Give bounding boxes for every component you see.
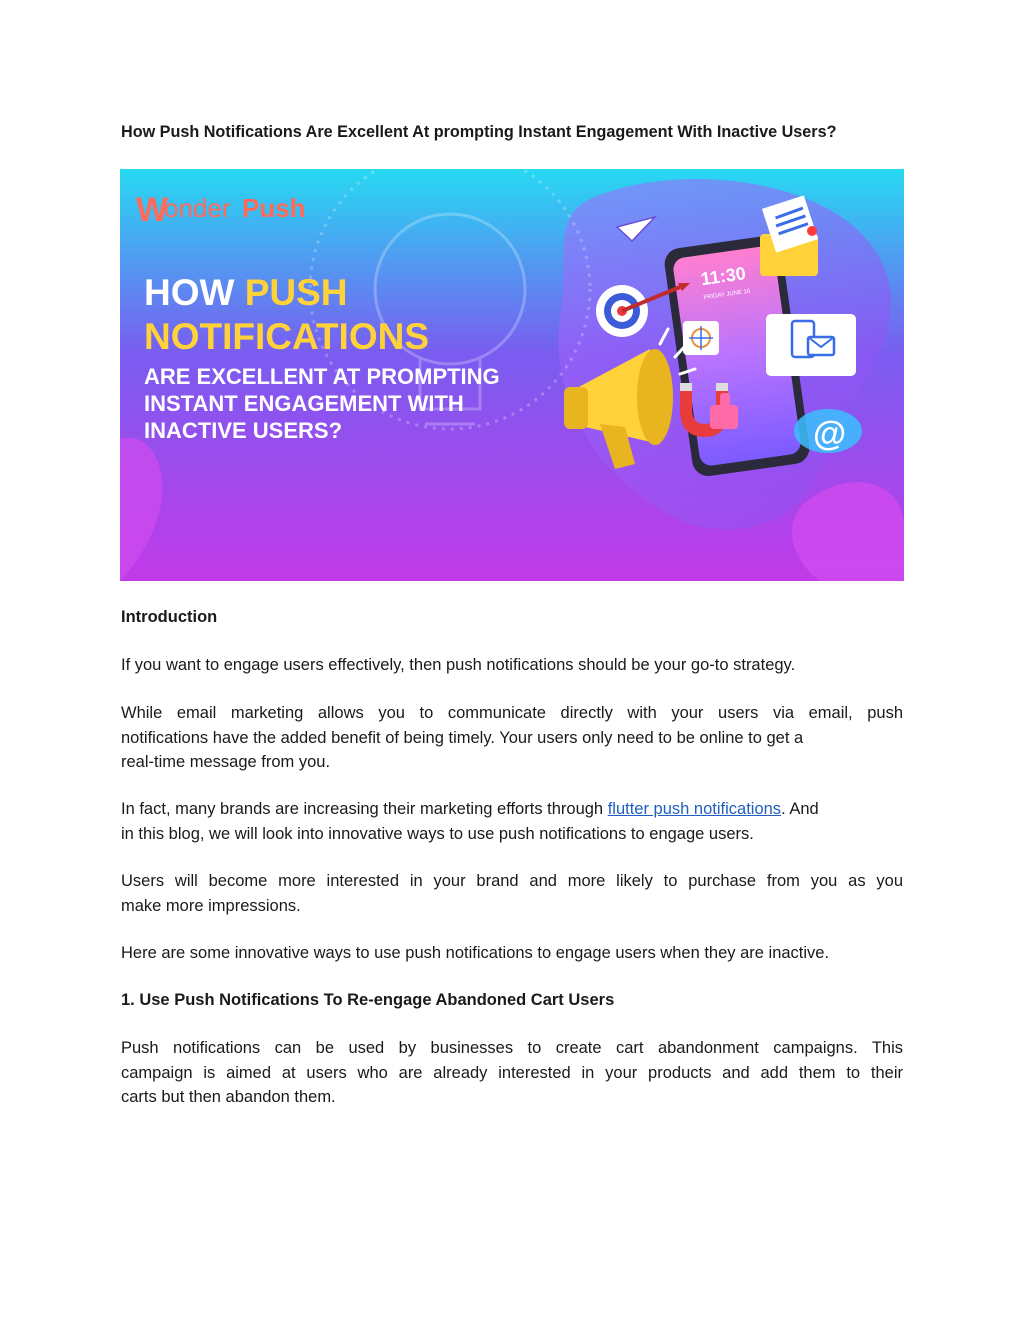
svg-text:W: W (136, 191, 169, 229)
svg-text:HOW PUSH: HOW PUSH (144, 272, 348, 313)
paragraph: While email marketing allows you to communicate directly with your users via email, push notifications have the added benefit of being timely. Your users only need to be online to get a real-time message from you. (121, 704, 903, 771)
svg-text:onder: onder (164, 193, 231, 223)
section-heading-abandoned-cart: 1. Use Push Notifications To Re-engage Abandoned Cart Users (121, 991, 615, 1009)
paragraph: Users will become more interested in your brand and more likely to purchase from you as you make more impressions. (121, 872, 903, 915)
paragraph: Here are some innovative ways to use push notifications to engage users when they are inactive. (121, 944, 830, 962)
mobile-message-card-icon (766, 314, 856, 376)
svg-text:Push: Push (242, 193, 306, 223)
hero-banner (120, 169, 904, 581)
svg-text:FRIDAY JUNE 16: FRIDAY JUNE 16 (703, 288, 751, 302)
svg-text:INACTIVE USERS?: INACTIVE USERS? (144, 418, 343, 443)
section-heading-introduction: Introduction (121, 608, 218, 626)
svg-text:NOTIFICATIONS: NOTIFICATIONS (144, 316, 430, 357)
paragraph: In fact, many brands are increasing their marketing efforts through flutter push notifications. And in this blog, we will look into innovative ways to use push notifications to engage users. (121, 800, 819, 843)
svg-text:11:30: 11:30 (699, 263, 747, 290)
flutter-push-notifications-link[interactable]: flutter push notifications (607, 800, 782, 818)
svg-text:INSTANT ENGAGEMENT WITH: INSTANT ENGAGEMENT WITH (144, 391, 464, 416)
crosshair-card-icon (683, 321, 719, 355)
document-title: How Push Notifications Are Excellent At prompting Instant Engagement With Inactive Users? (121, 123, 837, 141)
paragraph: If you want to engage users effectively, then push notifications should be your go-to strategy. (121, 656, 796, 674)
paragraph: Push notifications can be used by businesses to create cart abandonment campaigns. This campaign is aimed at users who are already interested in your products and add them to their carts but then abandon them. (121, 1039, 903, 1106)
svg-text:ARE EXCELLENT AT PROMPTING: ARE EXCELLENT AT PROMPTING (144, 364, 500, 389)
at-symbol-icon (794, 409, 862, 453)
svg-text:@: @ (813, 415, 847, 453)
